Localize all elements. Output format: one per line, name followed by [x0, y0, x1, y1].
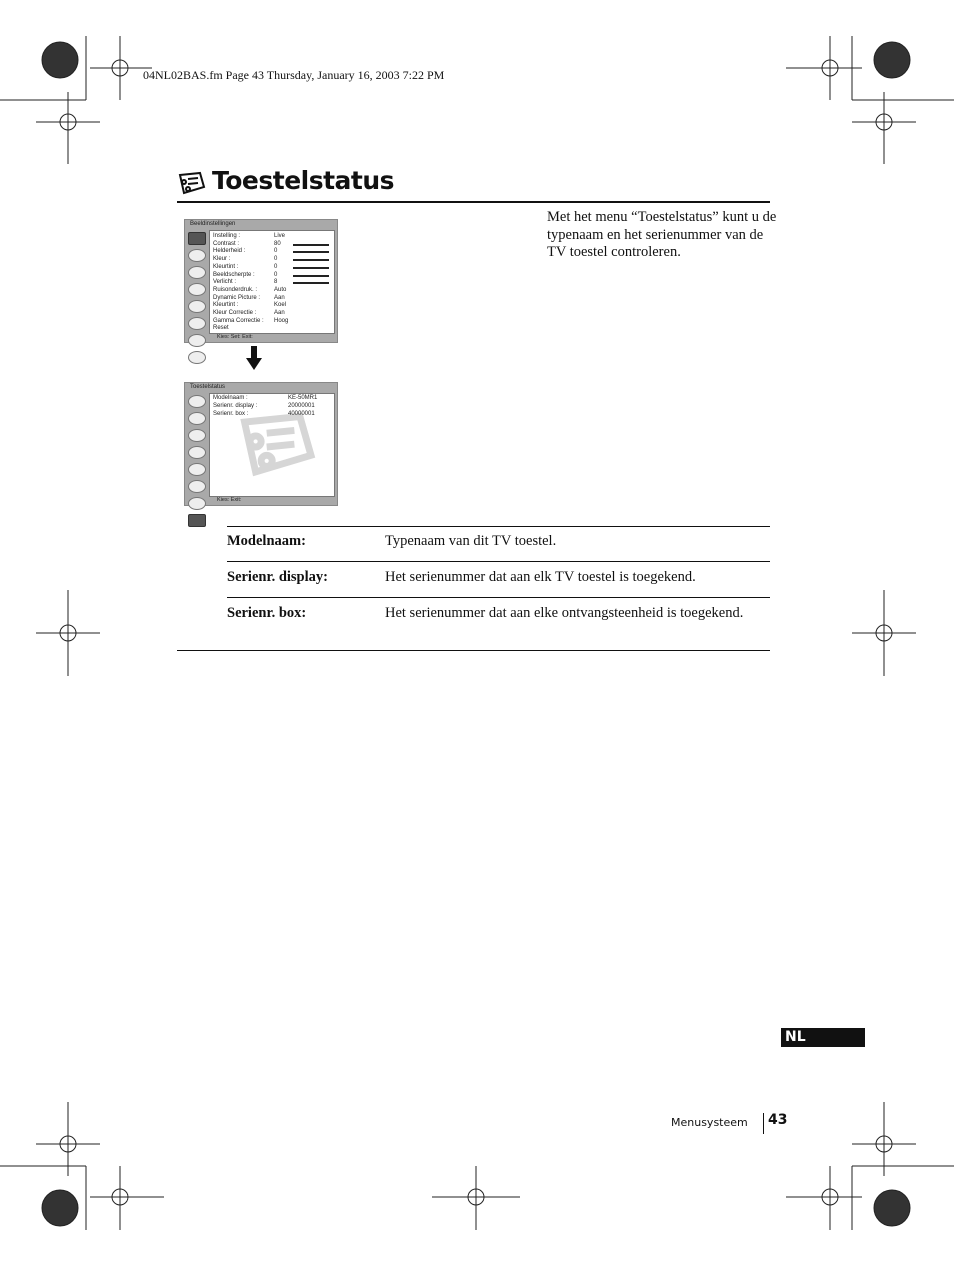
language-menu-icon	[188, 334, 206, 347]
table-bottom-rule	[177, 650, 770, 651]
osd-caption: Beeldinstellingen	[190, 221, 236, 227]
osd-row-label: Kleurtint :	[213, 263, 239, 270]
osd-row-label: Serienr. box :	[213, 411, 249, 417]
osd-footer: Kies: Set: Exit:	[217, 334, 253, 340]
osd-row[interactable]	[213, 263, 278, 271]
timer-menu-icon	[188, 266, 206, 279]
osd-row[interactable]	[213, 286, 287, 294]
osd-row-label: Modelnaam :	[213, 395, 248, 401]
osd-level-bar	[293, 244, 329, 246]
table-desc: Het serienummer dat aan elke ontvangsteenheid is toegekend.	[385, 605, 744, 621]
osd-row-value: 0	[274, 263, 278, 270]
preset-menu-icon	[188, 480, 206, 493]
intro-paragraph: Met het menu “Toestelstatus” kunt u de typenaam en het serienummer van de TV toestel controleren.	[547, 209, 777, 260]
osd-level-bar	[293, 267, 329, 269]
table-rule	[227, 597, 770, 598]
osd-row-label: Gamma Correctie :	[213, 317, 264, 324]
osd-row-value: 0	[274, 248, 278, 255]
osd-row-value: 40000001	[288, 411, 315, 417]
osd-row-value: KE-50MR1	[288, 395, 318, 401]
table-desc: Het serienummer dat aan elk TV toestel is toegekend.	[385, 569, 696, 585]
osd-row-value: 0	[274, 271, 278, 278]
status-watermark-icon	[225, 411, 325, 483]
osd-row-label: Beeldscherpte :	[213, 271, 255, 278]
down-arrow-icon	[246, 346, 262, 370]
osd-row-value: Koel	[274, 302, 287, 309]
setup-menu-icon	[188, 446, 206, 459]
osd-row-value: Aan	[274, 310, 285, 316]
preset-menu-icon	[188, 317, 206, 330]
setup-menu-icon	[188, 283, 206, 296]
osd-row[interactable]	[213, 403, 315, 410]
osd-row-label: Instelling :	[213, 233, 241, 239]
osd-row-label: Serienr. display :	[213, 403, 258, 409]
pip-menu-icon	[188, 300, 206, 313]
sound-menu-icon	[188, 249, 206, 262]
osd-level-bar	[293, 282, 329, 284]
osd-row-value: Aan	[274, 294, 285, 301]
section-name: Menusysteem	[671, 1116, 748, 1129]
osd-level-bar	[293, 275, 329, 277]
title-underline	[177, 201, 770, 203]
osd-level-bar	[293, 259, 329, 261]
table-label: Serienr. display:	[227, 569, 328, 585]
status-menu-icon	[188, 351, 206, 364]
footer-separator	[763, 1113, 764, 1134]
osd-row-label: Verlicht :	[213, 279, 237, 286]
status-menu-icon	[188, 514, 206, 527]
osd-device-status-menu	[184, 382, 338, 506]
osd-level-bar	[293, 251, 329, 253]
osd-row-label: Helderheid :	[213, 248, 246, 255]
osd-row[interactable]	[213, 325, 229, 332]
osd-row-label: Kleurtint :	[213, 302, 239, 309]
osd-row-value: 80	[274, 240, 281, 247]
page-number: 43	[768, 1112, 788, 1128]
osd-row-value: Live	[274, 233, 286, 239]
osd-row-label: Dynamic Picture :	[213, 294, 261, 301]
page-title: Toestelstatus	[212, 166, 395, 195]
osd-row[interactable]	[213, 411, 315, 418]
osd-row-label: Kleur Correctie :	[213, 310, 257, 316]
picture-menu-icon	[188, 395, 206, 408]
device-status-icon	[176, 171, 206, 197]
osd-icon-column	[187, 232, 207, 368]
osd-row[interactable]	[213, 279, 278, 286]
pip-menu-icon	[188, 463, 206, 476]
language-tab: NL	[781, 1028, 865, 1047]
osd-row[interactable]	[213, 240, 281, 248]
osd-footer: Kies: Exit:	[217, 497, 242, 503]
osd-row[interactable]	[213, 317, 289, 325]
osd-row-label: Reset	[213, 325, 229, 332]
language-menu-icon	[188, 497, 206, 510]
osd-row[interactable]	[213, 248, 278, 255]
osd-row[interactable]	[213, 294, 285, 302]
table-rule	[227, 561, 770, 562]
table-rule	[227, 526, 770, 527]
picture-menu-icon	[188, 232, 206, 245]
osd-row-value: 20000001	[288, 403, 315, 409]
osd-icon-column	[187, 395, 207, 531]
osd-row-value: Hoog	[274, 317, 289, 324]
osd-picture-settings-menu	[184, 219, 338, 343]
table-label: Serienr. box:	[227, 605, 307, 621]
osd-row-label: Kleur :	[213, 256, 231, 263]
osd-row[interactable]	[213, 256, 278, 263]
osd-row[interactable]	[213, 233, 286, 240]
osd-row-value: 8	[274, 279, 278, 286]
sound-menu-icon	[188, 412, 206, 425]
osd-row-label: Contrast :	[213, 240, 240, 247]
table-desc: Typenaam van dit TV toestel.	[385, 533, 557, 549]
osd-row[interactable]	[213, 310, 285, 317]
osd-row-value: Auto	[274, 286, 287, 293]
osd-row-label: Ruisonderdruk. :	[213, 286, 258, 293]
osd-row[interactable]	[213, 271, 278, 279]
print-header-line: 04NL02BAS.fm Page 43 Thursday, January 16, 2003 7:22 PM	[143, 68, 445, 82]
osd-row-value: 0	[274, 256, 278, 263]
table-label: Modelnaam:	[227, 533, 306, 549]
osd-caption: Toestelstatus	[190, 384, 226, 390]
timer-menu-icon	[188, 429, 206, 442]
osd-row[interactable]	[213, 395, 318, 402]
osd-row[interactable]	[213, 302, 287, 309]
